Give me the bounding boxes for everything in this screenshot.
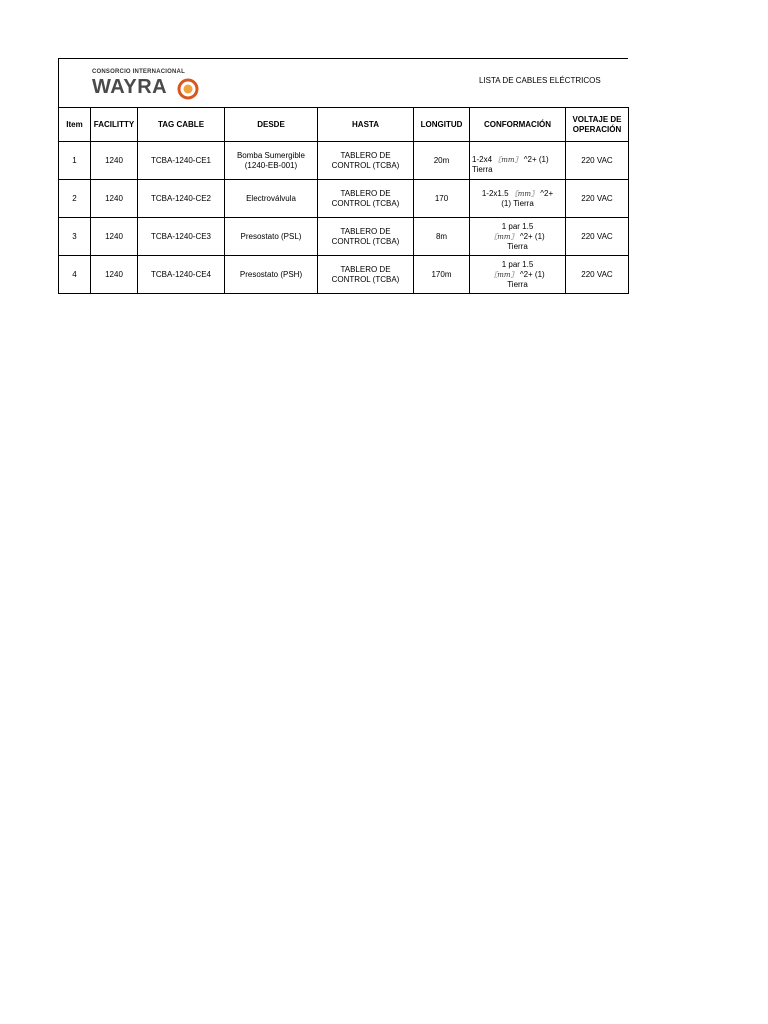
cell-hasta: TABLERO DE CONTROL (TCBA) xyxy=(318,180,414,218)
column-header-desde: DESDE xyxy=(225,108,318,142)
conf-part-c: Tierra xyxy=(472,164,493,174)
cell-desde: Presostato (PSH) xyxy=(225,256,318,294)
conf-part-a: 1 par 1.5 xyxy=(501,259,534,269)
cell-voltaje: 220 VAC xyxy=(566,218,629,256)
conf-part-b: ^2+ xyxy=(540,188,554,198)
conf-unit: 〖mm〗 xyxy=(494,155,522,164)
cell-tag: TCBA-1240-CE3 xyxy=(138,218,225,256)
cell-hasta: TABLERO DE CONTROL (TCBA) xyxy=(318,142,414,180)
conf-part-c: (1) Tierra xyxy=(501,198,534,208)
cables-table xyxy=(58,107,629,294)
column-header-hasta: HASTA xyxy=(318,108,414,142)
cell-voltaje: 220 VAC xyxy=(566,142,629,180)
column-header-longitud: LONGITUD xyxy=(414,108,470,142)
cell-conformacion xyxy=(470,180,566,218)
table-row xyxy=(59,256,629,294)
column-header-voltaje: VOLTAJE DE OPERACIÓN xyxy=(566,108,629,142)
cell-conformacion xyxy=(470,256,566,294)
cell-item: 4 xyxy=(59,256,91,294)
cell-voltaje: 220 VAC xyxy=(566,256,629,294)
cell-facility: 1240 xyxy=(91,180,138,218)
company-logo xyxy=(92,69,202,99)
sheet-header xyxy=(58,58,628,107)
column-header-conformacion: CONFORMACIÓN xyxy=(470,108,566,142)
cell-longitud: 8m xyxy=(414,218,470,256)
conf-part-b: ^2+ (1) xyxy=(519,269,545,279)
company-name: WAYRA xyxy=(92,76,168,98)
cell-hasta: TABLERO DE CONTROL (TCBA) xyxy=(318,218,414,256)
conf-part-b: ^2+ (1) xyxy=(523,154,549,164)
cell-tag: TCBA-1240-CE4 xyxy=(138,256,225,294)
document-title: LISTA DE CABLES ELÉCTRICOS xyxy=(479,76,601,85)
conf-part-c: Tierra xyxy=(507,279,528,289)
table-header-row xyxy=(59,108,629,142)
cell-longitud: 20m xyxy=(414,142,470,180)
cell-longitud: 170m xyxy=(414,256,470,294)
conf-part-c: Tierra xyxy=(507,241,528,251)
cell-facility: 1240 xyxy=(91,142,138,180)
cell-conformacion xyxy=(470,218,566,256)
column-header-facility: FACILITTY xyxy=(91,108,138,142)
conf-unit: 〖mm〗 xyxy=(490,270,518,279)
cell-voltaje: 220 VAC xyxy=(566,180,629,218)
cable-list-sheet xyxy=(58,58,628,294)
cell-tag: TCBA-1240-CE2 xyxy=(138,180,225,218)
conf-unit: 〖mm〗 xyxy=(510,189,539,198)
conf-part-a: 1-2x4 xyxy=(472,154,493,164)
cell-item: 3 xyxy=(59,218,91,256)
cell-facility: 1240 xyxy=(91,218,138,256)
cell-conformacion xyxy=(470,142,566,180)
sun-logo-icon xyxy=(177,78,199,100)
cell-hasta: TABLERO DE CONTROL (TCBA) xyxy=(318,256,414,294)
table-row xyxy=(59,142,629,180)
column-header-item: Item xyxy=(59,108,91,142)
cell-item: 2 xyxy=(59,180,91,218)
cell-longitud: 170 xyxy=(414,180,470,218)
column-header-tag: TAG CABLE xyxy=(138,108,225,142)
conf-part-a: 1 par 1.5 xyxy=(501,221,534,231)
table-row xyxy=(59,180,629,218)
cell-desde: Presostato (PSL) xyxy=(225,218,318,256)
conf-unit: 〖mm〗 xyxy=(490,232,518,241)
cell-desde: Electroválvula xyxy=(225,180,318,218)
cell-tag: TCBA-1240-CE1 xyxy=(138,142,225,180)
company-small-text: CONSORCIO INTERNACIONAL xyxy=(92,69,185,75)
cell-facility: 1240 xyxy=(91,256,138,294)
cell-item: 1 xyxy=(59,142,91,180)
conf-part-b: ^2+ (1) xyxy=(519,231,545,241)
table-row xyxy=(59,218,629,256)
conf-part-a: 1-2x1.5 xyxy=(481,188,509,198)
cell-desde: Bomba Sumergible (1240-EB-001) xyxy=(225,142,318,180)
